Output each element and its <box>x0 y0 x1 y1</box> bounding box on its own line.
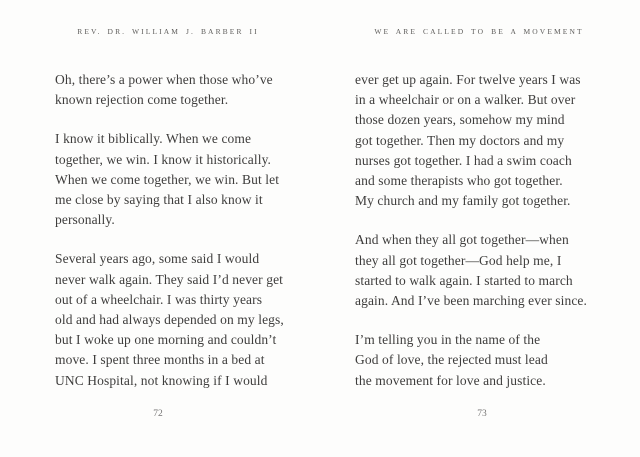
text-line: but I woke up one morning and couldn’t <box>55 332 277 348</box>
text-line: My church and my family got together. <box>355 193 571 209</box>
text-line: started to walk again. I started to march <box>355 272 573 288</box>
page-body <box>355 70 595 410</box>
page-body <box>55 70 287 410</box>
running-header-author: REV. DR. WILLIAM J. BARBER II <box>77 27 259 36</box>
text-line: move. I spent three months in a bed at <box>55 352 265 368</box>
text-line: UNC Hospital, not knowing if I would <box>55 372 268 388</box>
text-line: out of a wheelchair. I was thirty years <box>55 291 263 307</box>
text-line: those dozen years, somehow my mind <box>355 112 565 128</box>
paragraph <box>355 330 595 391</box>
text-line: I know it biblically. When we come <box>55 131 252 147</box>
paragraph <box>55 129 287 230</box>
text-line: and some therapists who got together. <box>355 173 563 189</box>
paragraph <box>55 70 287 110</box>
text-line: Several years ago, some said I would <box>55 251 260 267</box>
text-line: When we come together, we win. But let <box>55 171 280 187</box>
running-header-title: WE ARE CALLED TO BE A MOVEMENT <box>374 27 584 36</box>
text-line: together, we win. I know it historically. <box>55 151 272 167</box>
paragraph <box>55 249 287 390</box>
page-right <box>320 0 640 457</box>
text-line: in a wheelchair or on a walker. But over <box>355 92 576 108</box>
text-line: God of love, the rejected must lead <box>355 352 548 368</box>
text-line: never walk again. They said I’d never get <box>55 271 284 287</box>
text-line: the movement for love and justice. <box>355 372 546 388</box>
text-line: got together. Then my doctors and my <box>355 132 565 148</box>
text-line: ever get up again. For twelve years I was <box>355 72 581 87</box>
text-line: nurses got together. I had a swim coach <box>355 152 572 168</box>
text-line: old and had always depended on my legs, <box>55 312 284 328</box>
text-line: I’m telling you in the name of the <box>355 332 541 348</box>
text-line: And when they all got together—when <box>355 232 569 248</box>
text-line: Oh, there’s a power when those who’ve <box>55 72 273 87</box>
page-number: 73 <box>477 409 487 419</box>
paragraph <box>355 230 595 311</box>
text-line: personally. <box>55 212 115 228</box>
text-line: me close by saying that I also know it <box>55 192 263 208</box>
text-line: known rejection come together. <box>55 92 229 108</box>
paragraph <box>355 70 595 211</box>
text-line: again. And I’ve been marching ever since. <box>355 293 588 309</box>
page-number: 72 <box>153 409 163 419</box>
text-line: they all got together—God help me, I <box>355 252 562 268</box>
